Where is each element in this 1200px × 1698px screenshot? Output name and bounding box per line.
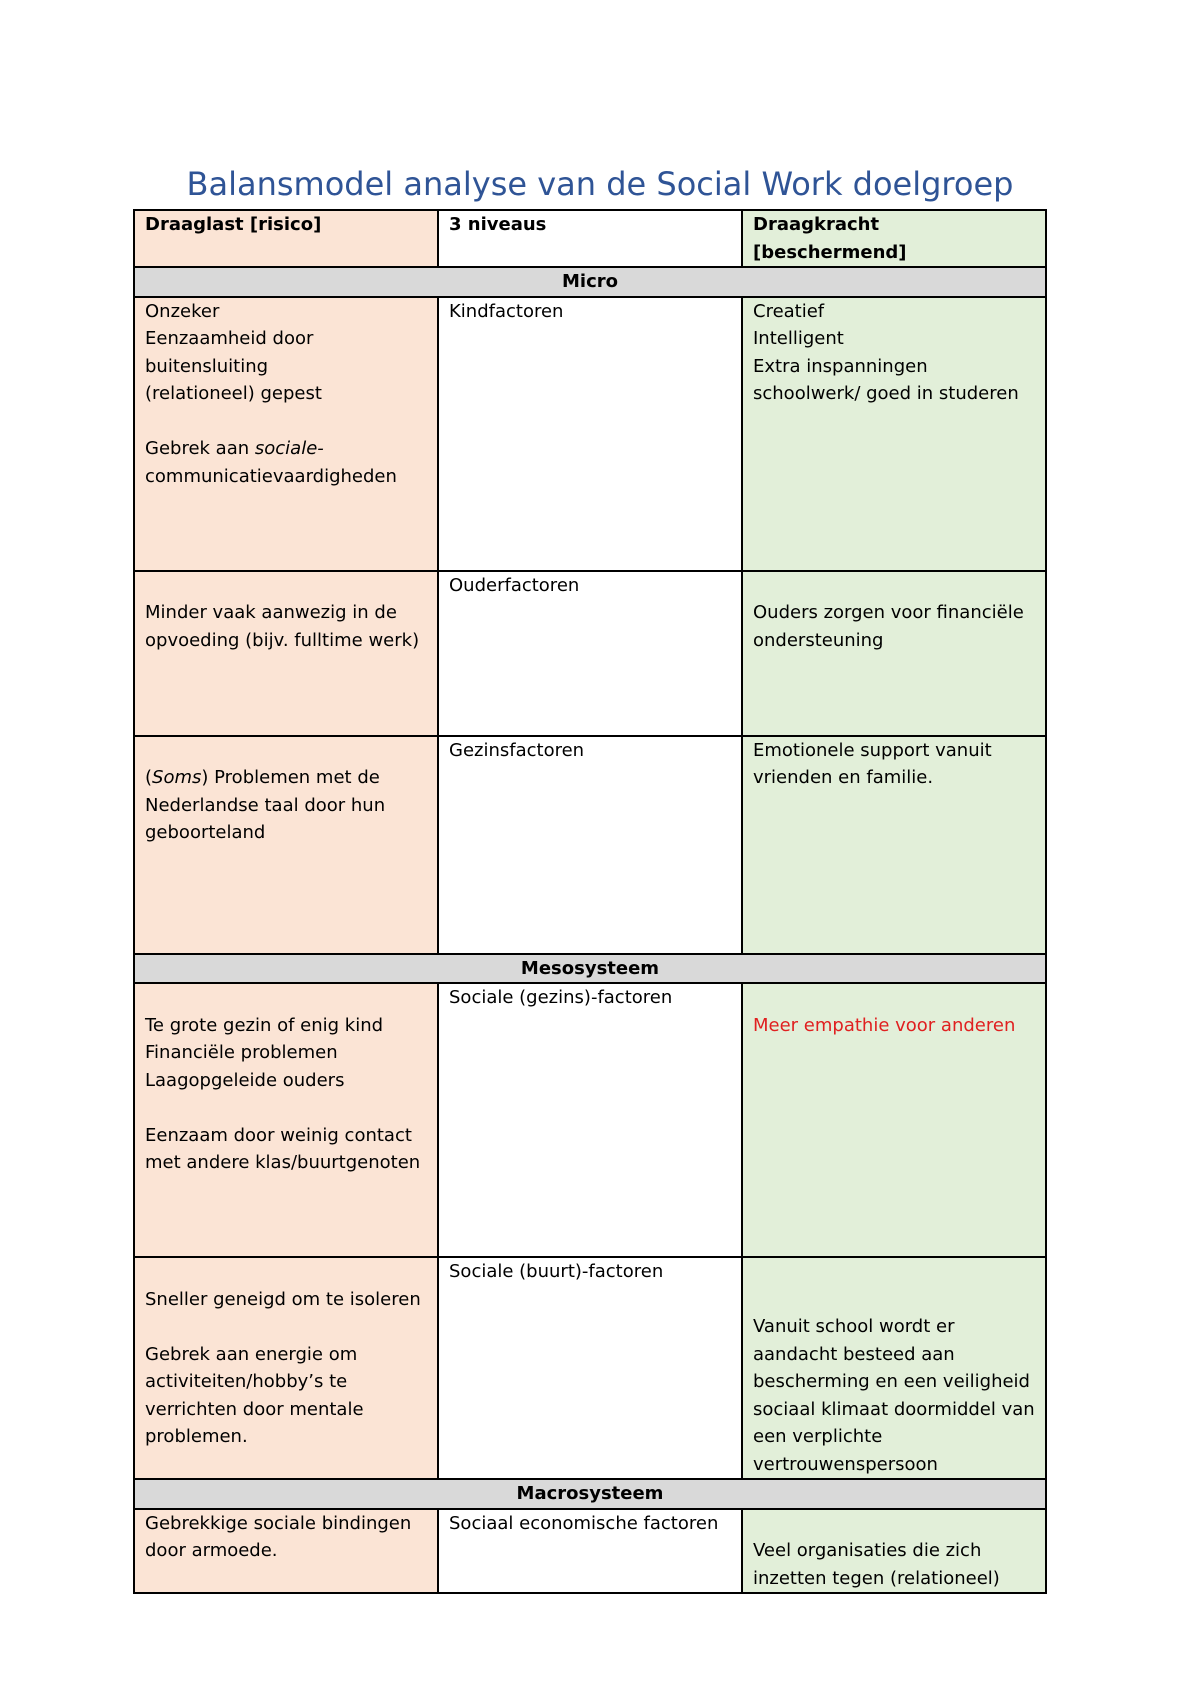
protect-cell-buurt [742,1257,1046,1479]
protect-line: inzetten tegen (relationeel) [753,1567,1000,1589]
protect-cell-kind [742,297,1046,571]
risk-line [145,764,427,792]
risk-cell-sociale-gezins [134,983,438,1257]
protect-line-empty [753,1510,1035,1538]
risk-line: activiteiten/hobby’s te [145,1371,348,1392]
risk-text: ( [145,767,153,788]
risk-line: Sneller geneigd om te isoleren [145,1288,421,1310]
risk-line: Te grote gezin of enig kind [145,1014,384,1036]
section-micro [134,267,1046,297]
protect-line: Extra inspanningen [753,355,928,377]
risk-line: Eenzaam door weinig contact [145,1124,412,1146]
protect-cell-sociale-gezins [742,983,1046,1257]
protect-line: vrienden en familie. [753,767,934,788]
level-cell-kindfactoren: Kindfactoren [438,297,742,571]
table-row-gezinsfactoren [134,736,1046,954]
risk-line: Onzeker [145,300,220,322]
protect-line: Emotionele support vanuit [753,739,992,761]
risk-line: Nederlandse taal door hun [145,794,386,816]
protect-line: Creatief [753,300,825,322]
risk-line: Gebrekkige sociale bindingen [145,1512,412,1534]
risk-text: ) Problemen met de [201,767,380,788]
table-row-sociaal-economische-factoren [134,1509,1046,1594]
risk-line-empty [145,1313,427,1341]
risk-cell-economisch [134,1509,438,1594]
risk-line-empty [145,984,427,1012]
protect-line-empty [753,572,1035,600]
risk-text: Gebrek aan [145,438,255,459]
section-label-macro: Macrosysteem [134,1479,1046,1509]
balance-model-table [133,209,1047,1594]
risk-line: Financiële problemen [145,1042,338,1063]
risk-line-empty [145,1258,427,1286]
protect-line: aandacht besteed aan [753,1343,955,1365]
level-cell-gezinsfactoren: Gezinsfactoren [438,736,742,954]
protect-line: Ouders zorgen voor financiële [753,602,1024,623]
level-cell-sociaal-economisch: Sociaal economische factoren [438,1509,742,1594]
protect-line-empty [753,1286,1035,1314]
protect-line-highlight: Meer empathie voor anderen [753,1014,1016,1036]
protect-line: schoolwerk/ goed in studeren [753,383,1019,404]
risk-line-empty [145,737,427,765]
protect-line-empty [753,984,1035,1012]
risk-line [145,435,427,463]
table-row-sociale-gezinsfactoren [134,983,1046,1257]
risk-line: Eenzaamheid door [145,328,314,349]
protect-line: Intelligent [753,328,844,349]
risk-line: geboorteland [145,822,266,843]
risk-line: buitensluiting [145,355,269,377]
protect-cell-ouder [742,571,1046,736]
header-draaglast: Draaglast [risico] [134,210,438,267]
protect-line: bescherming en een veiligheid [753,1371,1030,1392]
protect-line: Veel organisaties die zich [753,1540,982,1561]
risk-cell-ouder [134,571,438,736]
protect-line: ondersteuning [753,629,884,651]
risk-line-empty [145,1094,427,1122]
risk-cell-kind [134,297,438,571]
risk-line: Minder vaak aanwezig in de [145,602,397,623]
risk-line: verrichten door mentale [145,1398,364,1420]
risk-line-empty [145,408,427,436]
document-title: Balansmodel analyse van de Social Work doelgroep [186,165,1014,203]
section-label-meso: Mesosysteem [134,954,1046,984]
table-header-row [134,210,1046,267]
level-cell-ouderfactoren: Ouderfactoren [438,571,742,736]
table-row-ouderfactoren [134,571,1046,736]
risk-line: problemen. [145,1426,248,1447]
risk-line: door armoede. [145,1540,278,1561]
risk-line: Laagopgeleide ouders [145,1069,345,1091]
protect-line-empty [753,1258,1035,1286]
table-row-sociale-buurtfactoren [134,1257,1046,1479]
risk-line: met andere klas/buurtgenoten [145,1152,421,1173]
risk-line: communicatievaardigheden [145,465,397,487]
risk-text-italic: Soms [152,767,202,788]
risk-line: opvoeding (bijv. fulltime werk) [145,629,420,651]
section-label-micro: Micro [134,267,1046,297]
protect-line: sociaal klimaat doormiddel van [753,1398,1035,1420]
level-cell-sociale-buurtfactoren: Sociale (buurt)-factoren [438,1257,742,1479]
protect-cell-gezin [742,736,1046,954]
header-draagkracht: Draagkracht [beschermend] [742,210,1046,267]
protect-line: een verplichte [753,1426,883,1447]
protect-line: vertrouwenspersoon [753,1453,938,1475]
risk-text-italic: sociale- [254,438,324,459]
risk-line: (relationeel) gepest [145,383,322,404]
level-cell-sociale-gezinsfactoren: Sociale (gezins)-factoren [438,983,742,1257]
protect-line: Vanuit school wordt er [753,1316,955,1337]
table-row-kindfactoren [134,297,1046,571]
header-niveaus: 3 niveaus [438,210,742,267]
section-macrosysteem [134,1479,1046,1509]
risk-cell-gezin [134,736,438,954]
section-mesosysteem [134,954,1046,984]
risk-line-empty [145,572,427,600]
risk-line: Gebrek aan energie om [145,1343,358,1365]
protect-cell-economisch [742,1509,1046,1594]
risk-cell-buurt [134,1257,438,1479]
